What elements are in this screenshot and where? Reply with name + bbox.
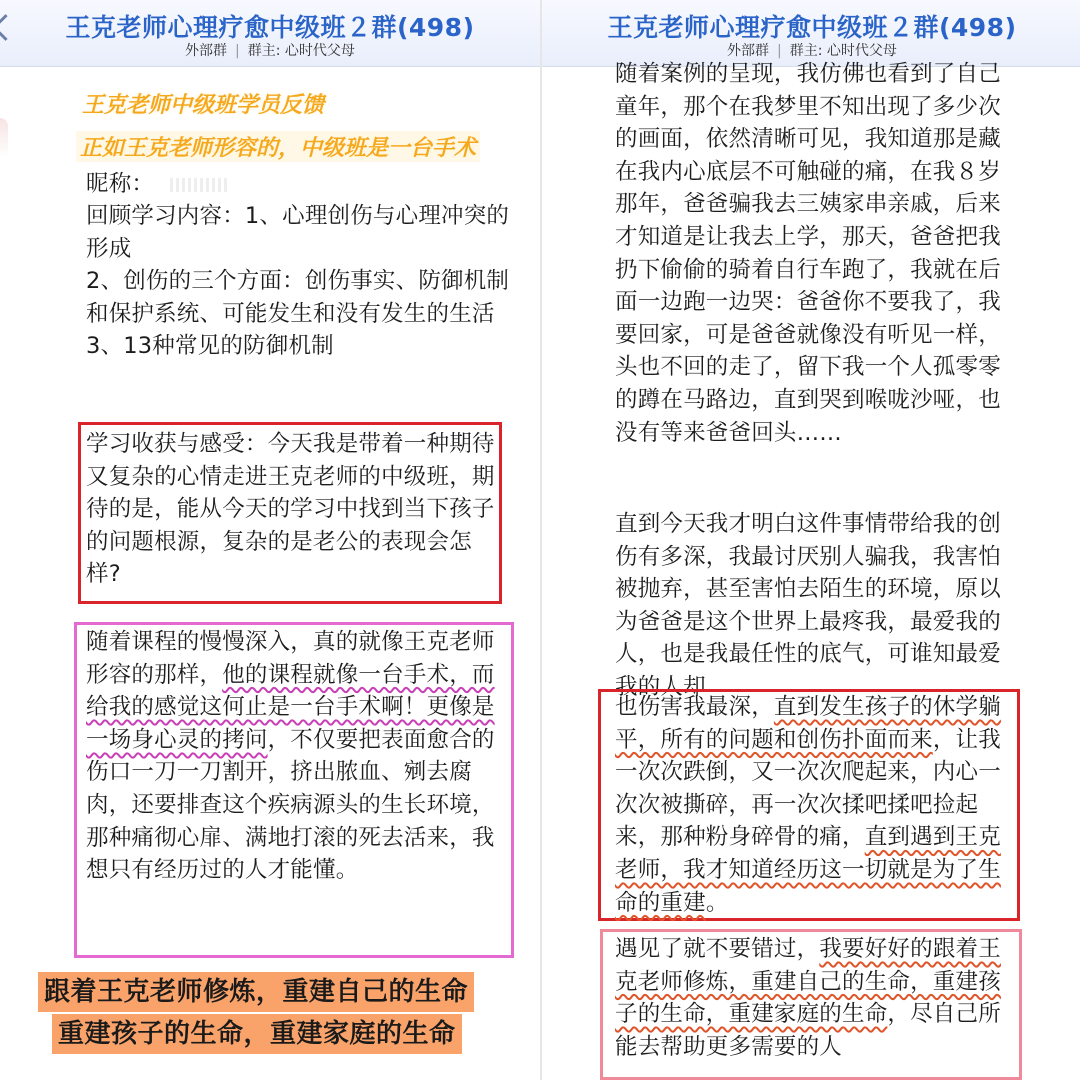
- course-text-part: ，不仅要把表面愈合的伤口一刀一刀割开，挤出脓血、剜去腐肉，还要排查这个疾病源头的生长环境，那种痛彻心扉、满地打滚的死去活来，我想只有经历过的人才能懂。: [86, 726, 495, 884]
- commitment-text: [615, 933, 1015, 1063]
- course-deepening-text: [86, 626, 506, 887]
- meet-text-part: ，尽自己所能去帮助更多需要的人: [615, 1001, 1001, 1060]
- group-chat-title[interactable]: 王克老师心理疗愈中级班２群(498): [607, 13, 1017, 42]
- group-chat-subtitle: [0, 40, 540, 60]
- slogan-banner-line-1: 跟着王克老师修炼，重建自己的生命: [38, 972, 474, 1012]
- course-text-part: 随着课程的慢慢深入，真的就像王克老师形容的那样，: [86, 629, 495, 688]
- trauma-realization-text: 直到今天我才明白这件事情带给我的创伤有多深，我最讨厌别人骗我，我害怕被抛弃，甚至害怕去陌生的环境，原以为爸爸是这个世界上最疼我，最爱我的人，也是我最任性的底气，可谁知最爱我的人却: [615, 511, 1001, 700]
- underlined-surgery-quote: 他的课程就像一台手术，而给我的感觉这何止是一台手术啊！更像是一场身心灵的拷问: [86, 661, 495, 753]
- underlined-crisis-text: 直到发生孩子的休学躺平，所有的问题和创伤扑面而来: [615, 694, 1001, 753]
- turn-text-part: 也伤害我最深，: [615, 694, 774, 720]
- slogan-banner-line-2: 重建孩子的生命，重建家庭的生命: [52, 1014, 462, 1054]
- review-content-text: 回顾学习内容：1、心理创伤与心理冲突的形成 2、创伤的三个方面：创伤事实、防御机制和保护系统、可能发生和没有发生的生活 3、13种常见的防御机制: [86, 203, 510, 360]
- group-owner-label: 群主: 心时代父母: [789, 43, 897, 59]
- avatar-edge: [0, 118, 8, 158]
- underlined-rebuild-text: 直到遇到王克老师，我才知道经历这一切就是为了生命的重建: [615, 824, 1001, 916]
- nickname-label: 昵称：: [86, 171, 155, 197]
- external-group-tag: 外部群: [185, 43, 228, 59]
- subtitle-separator: |: [777, 43, 782, 59]
- subtitle-separator: |: [235, 43, 240, 59]
- surgery-heading: 正如王克老师形容的，中级班是一台手术: [76, 131, 480, 162]
- meet-text-part: 遇见了就不要错过，: [615, 936, 820, 962]
- blurred-nickname: [170, 178, 230, 192]
- gain-feeling-text: 学习收获与感受：今天我是带着一种期待又复杂的心情走进王克老师的中级班，期待的是，能从今天的学习中找到当下孩子的问题根源，复杂的是老公的表现会怎样?: [86, 431, 495, 588]
- group-owner-label: 群主: 心时代父母: [247, 43, 355, 59]
- turning-point-text: [615, 691, 1015, 919]
- group-chat-title[interactable]: 王克老师心理疗愈中级班２群(498): [65, 13, 475, 42]
- chat-header: [542, 0, 1080, 67]
- group-chat-subtitle: [542, 40, 1080, 60]
- turn-text-part: ，让我一次次跌倒，又一次次爬起来，内心一次次被撕碎，再一次次揉吧揉吧捡起来，那种粉身碎骨的痛，: [615, 726, 1001, 851]
- turn-text-part: 。: [705, 889, 729, 916]
- feedback-heading: 王克老师中级班学员反馈: [82, 93, 325, 118]
- underlined-commitment-text: 我要好好的跟着王克老师修炼，重建自己的生命，重建孩子的生命，重建家庭的生命: [615, 936, 1001, 1028]
- childhood-story-text: 随着案例的呈现，我仿佛也看到了自己童年，那个在我梦里不知出现了多少次的画面，依然清晰可见，我知道那是藏在我内心底层不可触碰的痛，在我８岁那年，爸爸骗我去三姨家串亲戚，后来才知道是让我去上学，那天，爸爸把我扔下偷偷的骑着自行车跑了，我就在后面一边跑一边哭：爸爸你不要我了，我要回家，可是爸爸就像没有听见一样，头也不回的走了，留下我一个人孤零零的蹲在马路边，直到哭到喉咙沙哑，也没有等来爸爸回头……: [615, 61, 1001, 446]
- external-group-tag: 外部群: [727, 43, 770, 59]
- chat-header: [0, 0, 540, 67]
